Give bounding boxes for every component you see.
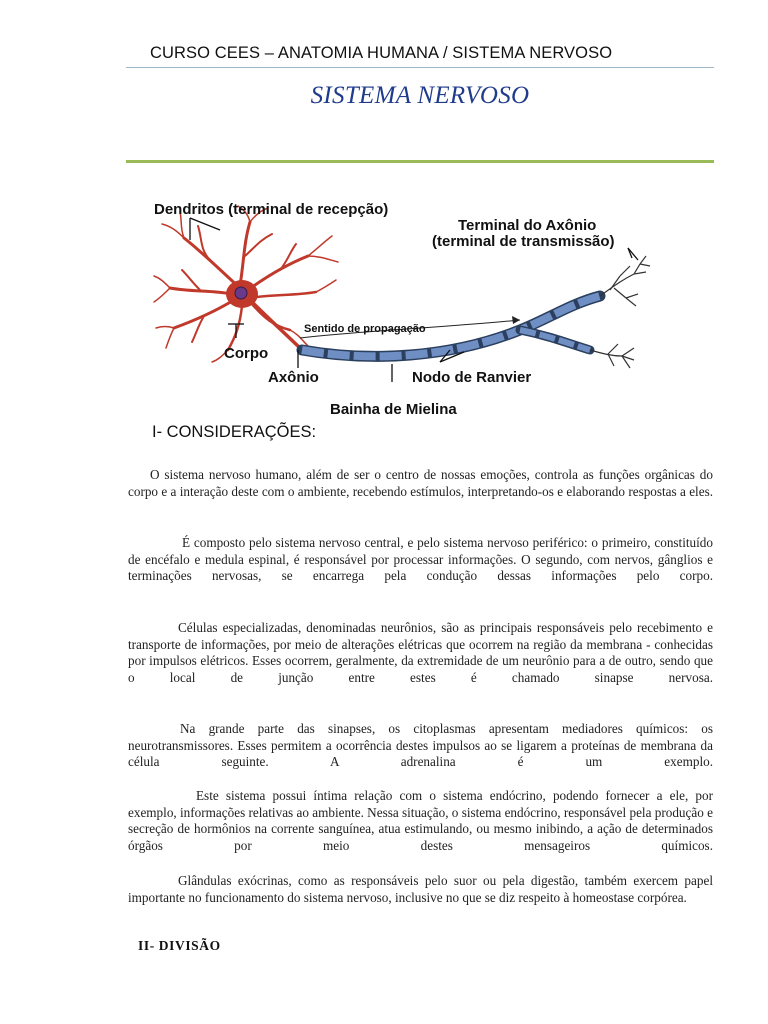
paragraph: Glândulas exócrinas, como as responsáveis pelo suor ou pela digestão, também exercem papel importante no funcionamento do sistema nervoso, inclusive no que se diz respeito à homeostase corpórea. (128, 873, 713, 905)
section-heading-divisao: II- DIVISÃO (138, 938, 221, 953)
section-heading-consideracoes: I- CONSIDERAÇÕES: (152, 423, 317, 441)
page-title: SISTEMA NERVOSO (310, 82, 530, 109)
neuron-diagram (140, 190, 700, 422)
nucleus (235, 287, 247, 299)
paragraph: Células especializadas, denominadas neurônios, são as principais responsáveis pelo recebimento e transporte de informações, por meio de alterações elétricas que ocorrem na região da membrana - conhecidas por impulsos elétricos. Esses ocorrem, geralmente, da extremidade de um neurônio para a de outro, sendo que o local de junção entre estes é chamado sinapse nervosa. (128, 620, 713, 686)
label-corpo: Corpo (224, 345, 269, 362)
label-sentido: Sentido de propagação (304, 323, 426, 335)
label-dendritos: Dendritos (terminal de recepção) (154, 201, 389, 218)
paragraph: Na grande parte das sinapses, os citoplasmas apresentam mediadores químicos: os neurotransmissores. Esses permitem a ocorrência destes impulsos ao se ligarem a proteínas de membrana da célula seguinte. A adrenalina é um exemplo. (128, 721, 713, 770)
label-nodo: Nodo de Ranvier (412, 369, 532, 386)
axon-terminals (590, 256, 650, 368)
paragraph: Este sistema possui íntima relação com o sistema endócrino, podendo fornecer a ele, por exemplo, informações relativas ao ambiente. Nessa situação, o sistema endócrino, responsável pela produção e secreção de hormônios na corrente sanguínea, atua estimulando, ou mesmo inibindo, a ação de determinados órgãos por meio destes mensageiros químicos. (128, 788, 713, 854)
running-header: CURSO CEES – ANATOMIA HUMANA / SISTEMA NERVOSO (150, 44, 613, 62)
label-bainha: Bainha de Mielina (330, 401, 457, 418)
paragraph: É composto pelo sistema nervoso central, e pelo sistema nervoso periférico: o primeiro, constituído de encéfalo e medula espinal, é responsável por processar informações. O segundo, com nervos, gânglios e terminações nervosas, se encarrega pela condução dessas informações pelo corpo. (128, 535, 713, 584)
title-rule (126, 160, 714, 163)
header-rule (126, 67, 714, 68)
paragraph: O sistema nervoso humano, além de ser o centro de nossas emoções, controla as funções orgânicas do corpo e a interação deste com o ambiente, recebendo estímulos, interpretando-os e elaborando respostas a eles. (128, 467, 713, 499)
label-terminal-axonio: Terminal do Axônio (458, 217, 597, 234)
label-terminal-transmissao: (terminal de transmissão) (432, 233, 615, 250)
label-axonio: Axônio (268, 369, 319, 386)
